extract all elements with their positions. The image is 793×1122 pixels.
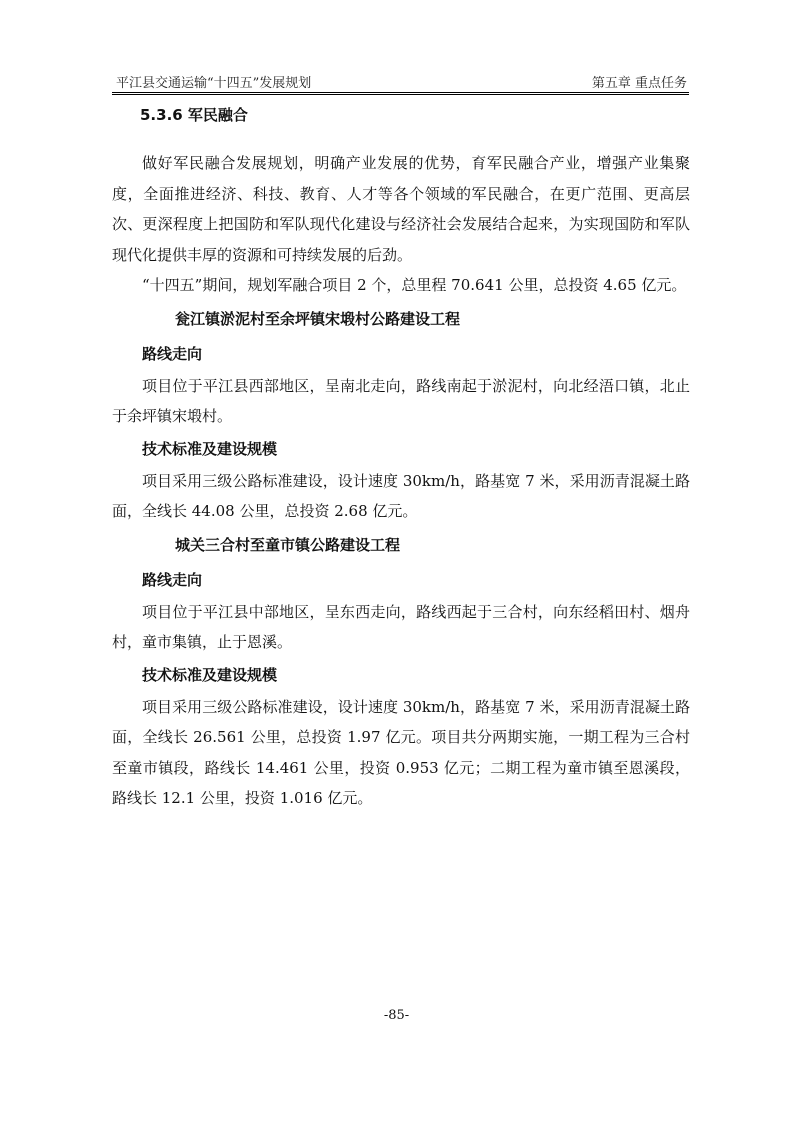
project-title: 瓮江镇淤泥村至余坪镇宋塅村公路建设工程: [175, 309, 461, 328]
standard-paragraph: 项目采用三级公路标准建设，设计速度 30km/h，路基宽 7 米，采用沥青混凝土路面，全线长 44.08 公里，总投资 2.68 亿元。: [112, 471, 690, 520]
header-rule: [112, 92, 689, 95]
standard-heading: 技术标准及建设规模: [142, 665, 278, 684]
header-document-title: 平江县交通运输“十四五”发展规划: [116, 76, 312, 91]
page-number: -85-: [383, 1008, 410, 1023]
section-summary-paragraph: “十四五”期间，规划军融合项目 2 个，总里程 70.641 公里，总投资 4.65 亿元。: [142, 276, 687, 294]
section-heading: 5.3.6 军民融合: [140, 106, 248, 124]
standard-heading: 技术标准及建设规模: [142, 439, 278, 458]
page-body: [112, 98, 690, 814]
project-title: 城关三合村至童市镇公路建设工程: [175, 535, 401, 554]
route-paragraph: 项目位于平江县西部地区，呈南北走向，路线南起于淤泥村，向北经浯口镇，北止于余坪镇宋塅村。: [112, 376, 690, 425]
header-chapter-title: 第五章 重点任务: [591, 76, 687, 91]
section-intro-paragraph: 做好军民融合发展规划，明确产业发展的优势，育军民融合产业，增强产业集聚度，全面推进经济、科技、教育、人才等各个领域的军民融合，在更广范围、更高层次、更深程度上把国防和军队现代化建设与经济社会发展结合起来，为实现国防和军队现代化提供丰厚的资源和可持续发展的后劲。: [112, 154, 690, 264]
standard-paragraph: 项目采用三级公路标准建设，设计速度 30km/h，路基宽 7 米，采用沥青混凝土路面，全线长 26.561 公里，总投资 1.97 亿元。项目共分两期实施，一期工程为三合村至童市镇段，路线长 14.461 公里，投资 0.953 亿元；二期工程为童市镇至恩溪段，路线长 12.1 公里，投资 1.016 亿元。: [112, 697, 690, 807]
route-paragraph: 项目位于平江县中部地区，呈东西走向，路线西起于三合村，向东经稻田村、烟舟村，童市集镇，止于恩溪。: [112, 602, 690, 651]
route-heading: 路线走向: [142, 570, 203, 589]
spacer: [112, 132, 690, 148]
route-heading: 路线走向: [142, 344, 203, 363]
